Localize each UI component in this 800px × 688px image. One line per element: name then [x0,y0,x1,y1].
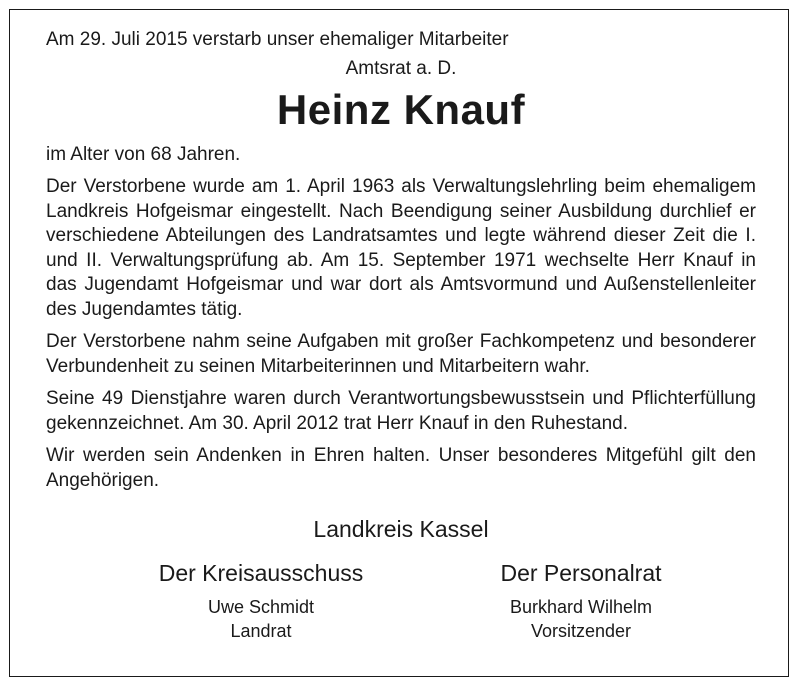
signatures [46,559,756,643]
deceased-name: Heinz Knauf [276,86,526,133]
paragraph-service: Seine 49 Dienstjahre waren durch Verantwortungsbewusstsein und Pflichterfüllung gekennzeichnet. Am 30. April 2012 trat Herr Knauf in den Ruhestand. [46,388,756,434]
organization-name: Landkreis Kassel [313,516,489,542]
signature-block-personalrat [456,559,706,643]
signatory-body: Der Kreisausschuss [158,560,364,586]
signature-block-kreisausschuss [136,559,386,643]
signatory-role: Landrat [230,621,292,641]
signatory-person: Burkhard Wilhelm [509,597,653,617]
rank-title: Amtsrat a. D. [345,58,457,79]
obituary-notice [46,28,756,643]
paragraph-remembrance: Wir werden sein Andenken in Ehren halten. Unser besonderes Mitgefühl gilt den Angehörigen. [46,445,756,491]
paragraph-career: Der Verstorbene wurde am 1. April 1963 als Verwaltungslehrling beim ehemaligem Landkreis Hofgeismar eingestellt. Nach Beendigung seiner Ausbildung durchlief er verschiedene Abteilungen des Landratsamtes und legte während dieser Zeit die I. und II. Verwaltungsprüfung ab. Am 15. September 1971 wechselte Herr Knauf in das Jugendamt Hofgeismar und war dort als Amtsvormund und Außenstellenleiter des Jugendamtes tätig. [46,176,756,320]
paragraph-duties: Der Verstorbene nahm seine Aufgaben mit großer Fachkompetenz und besonderer Verbundenheit zu seinen Mitarbeiterinnen und Mitarbeitern wahr. [46,331,756,377]
signatory-body: Der Personalrat [500,560,662,586]
age-line: im Alter von 68 Jahren. [46,144,241,165]
signatory-person: Uwe Schmidt [207,597,315,617]
signatory-role: Vorsitzender [530,621,632,641]
intro-line: Am 29. Juli 2015 verstarb unser ehemaliger Mitarbeiter [46,29,509,50]
